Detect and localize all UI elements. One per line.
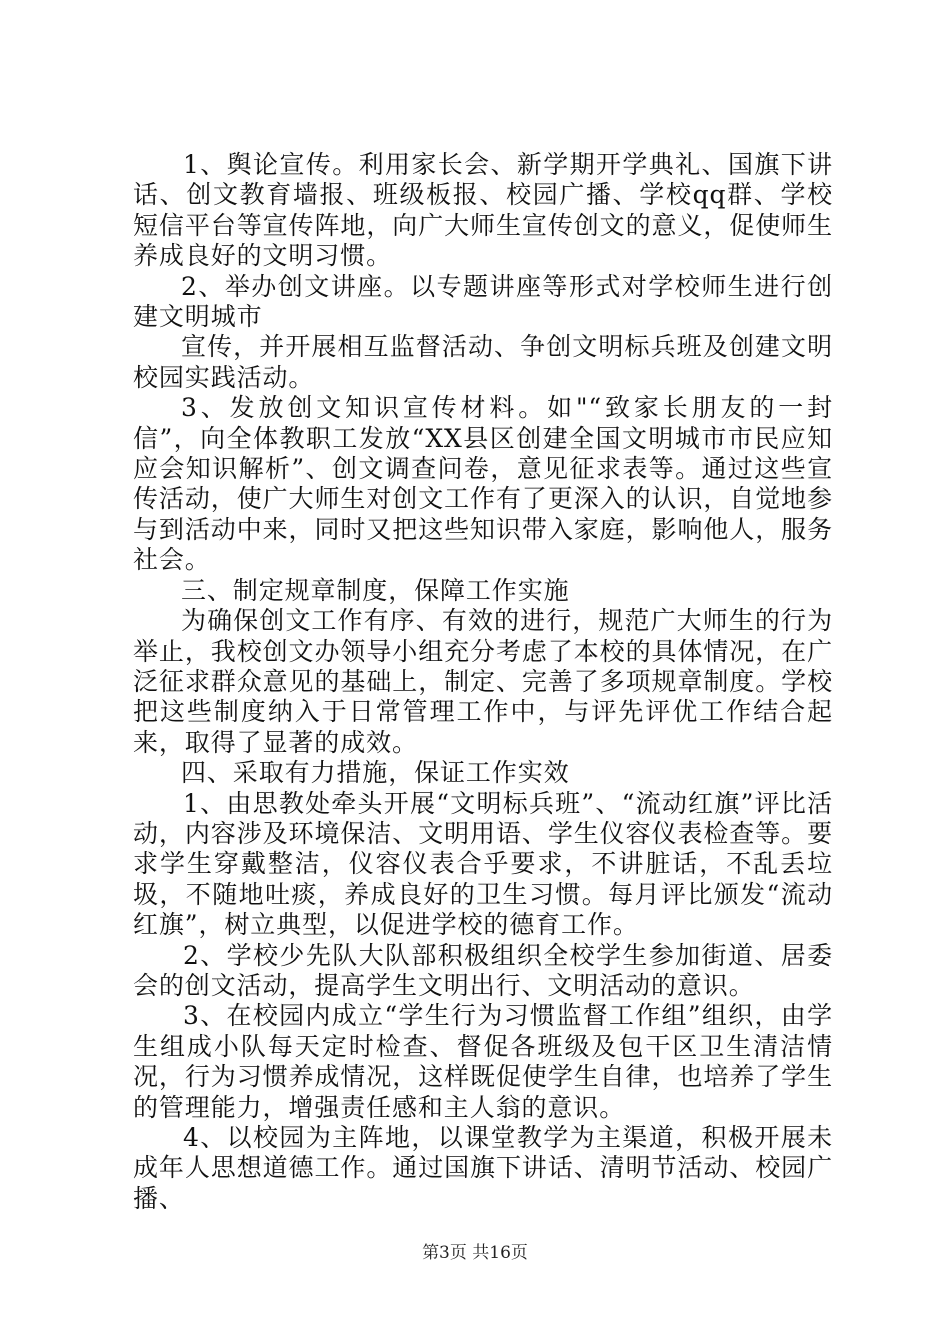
paragraph-rules: 为确保创文工作有序、有效的进行，规范广大师生的行为举止，我校创文办领导小组充分考虑了本校的具体情况，在广泛征求群众意见的基础上，制定、完善了多项规章制度。学校把这些制度纳入于日常管理工作中，与评先评优工作结合起来，取得了显著的成效。 (133, 606, 833, 757)
paragraph-measure-2: 2、学校少先队大队部积极组织全校学生参加街道、居委会的创文活动，提高学生文明出行、文明活动的意识。 (133, 940, 833, 1000)
section-heading-rules: 三、制定规章制度，保障工作实施 (181, 575, 570, 605)
page-number-footer: 第3页 共16页 (422, 1243, 528, 1263)
paragraph-measure-3: 3、在校园内成立“学生行为习惯监督工作组”组织，由学生组成小队每天定时检查、督促各班级及包干区卫生清洁情况，行为习惯养成情况，这样既促使学生自律，也培养了学生的管理能力，增强责任感和主人翁的意识。 (133, 1001, 833, 1122)
paragraph-measure-4: 4、以校园为主阵地，以课堂教学为主渠道，积极开展未成年人思想道德工作。通过国旗下讲话、清明节活动、校园广播、 (133, 1123, 833, 1213)
section-heading-measures: 四、采取有力措施，保证工作实效 (181, 758, 570, 788)
paragraph-publicity: 1、舆论宣传。利用家长会、新学期开学典礼、国旗下讲话、创文教育墙报、班级板报、校园广播、学校qq群、学校短信平台等宣传阵地，向广大师生宣传创文的意义，促使师生养成良好的文明习惯。 (133, 150, 833, 271)
paragraph-measure-1: 1、由思教处牵头开展“文明标兵班”、“流动红旗”评比活动，内容涉及环境保洁、文明用语、学生仪容仪表检查等。要求学生穿戴整洁，仪容仪表合乎要求，不讲脏话，不乱丢垃圾，不随地吐痰，养成良好的卫生习惯。每月评比颁发“流动红旗”，树立典型，以促进学校的德育工作。 (133, 788, 833, 940)
paragraph-lecture-continued: 宣传，并开展相互监督活动、争创文明标兵班及创建文明校园实践活动。 (133, 332, 833, 392)
paragraph-materials: 3、发放创文知识宣传材料。如"“致家长朋友的一封信”，向全体教职工发放“XX县区创建全国文明城市市民应知应会知识解析”、创文调查问卷，意见征求表等。通过这些宣传活动，使广大师生对创文工作有了更深入的认识，自觉地参与到活动中来，同时又把这些知识带入家庭，影响他人，服务社会。 (133, 393, 833, 575)
document-body (133, 150, 833, 1214)
paragraph-lecture: 2、举办创文讲座。以专题讲座等形式对学校师生进行创建文明城市 (133, 271, 833, 332)
